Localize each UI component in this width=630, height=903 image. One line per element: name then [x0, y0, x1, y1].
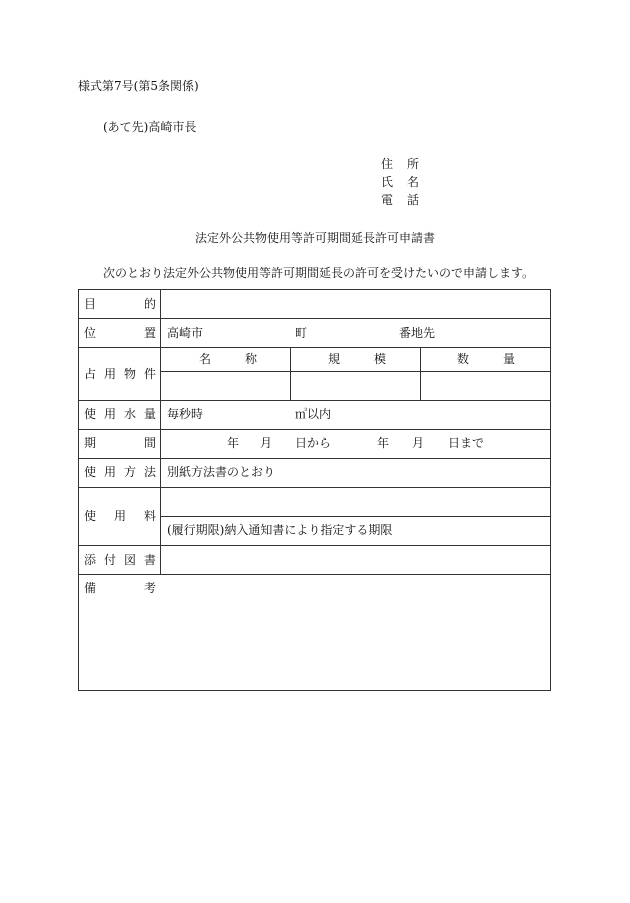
label-method: 使 用 方 法 — [84, 465, 156, 479]
period-start-day: 日から — [295, 436, 332, 450]
label-period: 期 間 — [84, 436, 156, 450]
location-town: 町 — [295, 326, 308, 340]
object-name-field[interactable] — [161, 372, 290, 400]
period-end-day: 日まで — [448, 436, 485, 450]
water-unit: ㎥以内 — [295, 407, 332, 421]
header-name: 名 称 — [199, 352, 257, 366]
object-quantity-field[interactable] — [421, 372, 550, 400]
period-start-year: 年 — [227, 436, 240, 450]
label-purpose: 目 的 — [84, 297, 156, 311]
intro-text: 次のとおり法定外公共物使用等許可期間延長の許可を受けたいので申請します。 — [103, 266, 535, 280]
location-lot: 番地先 — [399, 326, 436, 340]
label-remarks: 備 考 — [84, 581, 156, 595]
attachments-field[interactable] — [161, 546, 550, 574]
fee-amount-field[interactable] — [161, 488, 550, 516]
label-fee: 使 用 料 — [84, 509, 156, 523]
header-quantity: 数 量 — [457, 352, 515, 366]
applicant-address-label: 住 所 — [381, 157, 420, 171]
label-occupied-object: 占 用 物 件 — [84, 367, 156, 381]
applicant-phone-label: 電 話 — [381, 193, 420, 207]
period-end-year: 年 — [377, 436, 390, 450]
label-attachments: 添 付 図 書 — [84, 553, 156, 567]
applicant-name-label: 氏 名 — [381, 175, 420, 189]
method-value: 別紙方法書のとおり — [167, 465, 276, 479]
remarks-field[interactable] — [161, 575, 550, 690]
header-scale: 規 模 — [328, 352, 386, 366]
application-form-table — [78, 289, 551, 691]
period-start-month: 月 — [260, 436, 273, 450]
location-city: 高崎市 — [167, 326, 204, 340]
label-location: 位 置 — [84, 326, 156, 340]
form-number: 様式第7号(第5条関係) — [78, 79, 199, 93]
recipient: (あて先)高崎市長 — [103, 120, 197, 134]
object-scale-field[interactable] — [291, 372, 420, 400]
water-prefix: 毎秒時 — [167, 407, 204, 421]
purpose-field[interactable] — [161, 290, 550, 318]
fee-deadline-note: (履行期限)納入通知書により指定する期限 — [167, 523, 393, 537]
period-end-month: 月 — [412, 436, 425, 450]
document-title: 法定外公共物使用等許可期間延長許可申請書 — [194, 231, 435, 245]
label-water-usage: 使 用 水 量 — [84, 407, 156, 421]
